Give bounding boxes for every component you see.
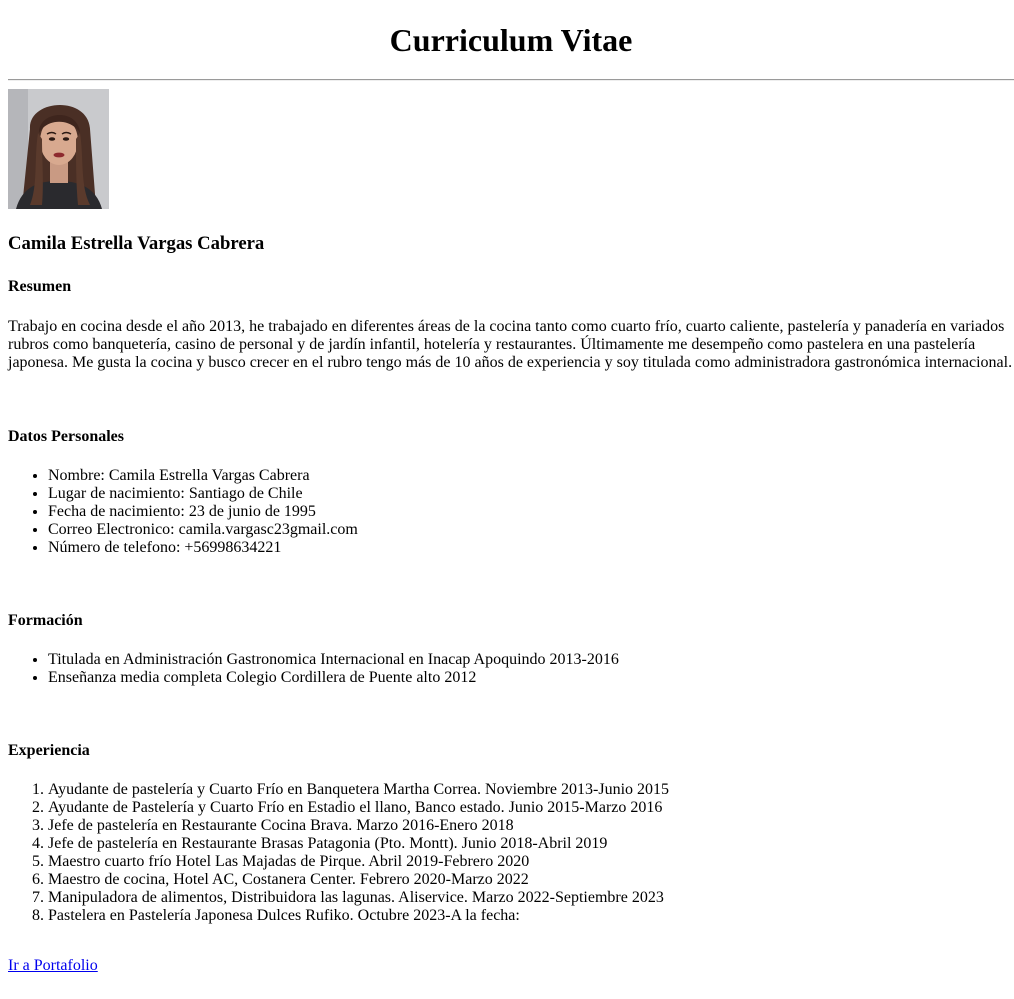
list-item: • Número de telefono: +56998634221	[48, 539, 1014, 557]
portrait-image	[8, 89, 109, 209]
resumen-heading: Resumen	[8, 278, 72, 295]
formacion-heading: Formación	[8, 612, 83, 629]
candidate-name: Camila Estrella Vargas Cabrera	[8, 233, 265, 254]
list-item: 3. Jefe de pastelería en Restaurante Cocina Brava. Marzo 2016-Enero 2018	[48, 817, 1014, 835]
resumen-text: Trabajo en cocina desde el año 2013, he trabajado en diferentes áreas de la cocina tanto como cuarto frío, cuarto caliente, pastelería y panadería en variados rubros como banquetería, casino de personal y de jardín infantil, hotelería y restaurantes. Últimamente me desempeño como pastelera en una pastelería japonesa. Me gusta la cocina y busco crecer en el rubro tengo más de 10 años de experiencia y soy titulada como administradora gastronómica internacional.	[8, 318, 1013, 371]
list-item: • Enseñanza media completa Colegio Cordillera de Puente alto 2012	[48, 669, 1014, 687]
list-item: • Nombre: Camila Estrella Vargas Cabrera	[48, 467, 1014, 485]
list-item: 1. Ayudante de pastelería y Cuarto Frío en Banquetera Martha Correa. Noviembre 2013-Junio 2015	[48, 781, 1014, 799]
list-item: • Lugar de nacimiento: Santiago de Chile	[48, 485, 1014, 503]
profile-photo	[8, 89, 109, 209]
list-item: • Titulada en Administración Gastronomica Internacional en Inacap Apoquindo 2013-2016	[48, 651, 1014, 669]
list-item: • Fecha de nacimiento: 23 de junio de 1995	[48, 503, 1014, 521]
list-item: 7. Manipuladora de alimentos, Distribuidora las lagunas. Aliservice. Marzo 2022-Septiembre 2023	[48, 889, 1014, 907]
portfolio-link[interactable]: Ir a Portafolio	[8, 957, 98, 974]
experiencia-heading: Experiencia	[8, 742, 90, 759]
list-item: • Correo Electronico: camila.vargasc23gmail.com	[48, 521, 1014, 539]
experiencia-list	[8, 781, 1014, 925]
page-title: Curriculum Vitae	[389, 22, 633, 58]
datos-personales-list	[8, 467, 1014, 557]
list-item: 4. Jefe de pastelería en Restaurante Brasas Patagonia (Pto. Montt). Junio 2018-Abril 2019	[48, 835, 1014, 853]
datos-personales-heading: Datos Personales	[8, 428, 124, 445]
divider	[8, 79, 1014, 81]
list-item: 2. Ayudante de Pastelería y Cuarto Frío en Estadio el llano, Banco estado. Junio 2015-Marzo 2016	[48, 799, 1014, 817]
formacion-list	[8, 651, 1014, 687]
list-item: 6. Maestro de cocina, Hotel AC, Costanera Center. Febrero 2020-Marzo 2022	[48, 871, 1014, 889]
list-item: 5. Maestro cuarto frío Hotel Las Majadas de Pirque. Abril 2019-Febrero 2020	[48, 853, 1014, 871]
list-item: 8. Pastelera en Pastelería Japonesa Dulces Rufiko. Octubre 2023-A la fecha:	[48, 907, 1014, 925]
